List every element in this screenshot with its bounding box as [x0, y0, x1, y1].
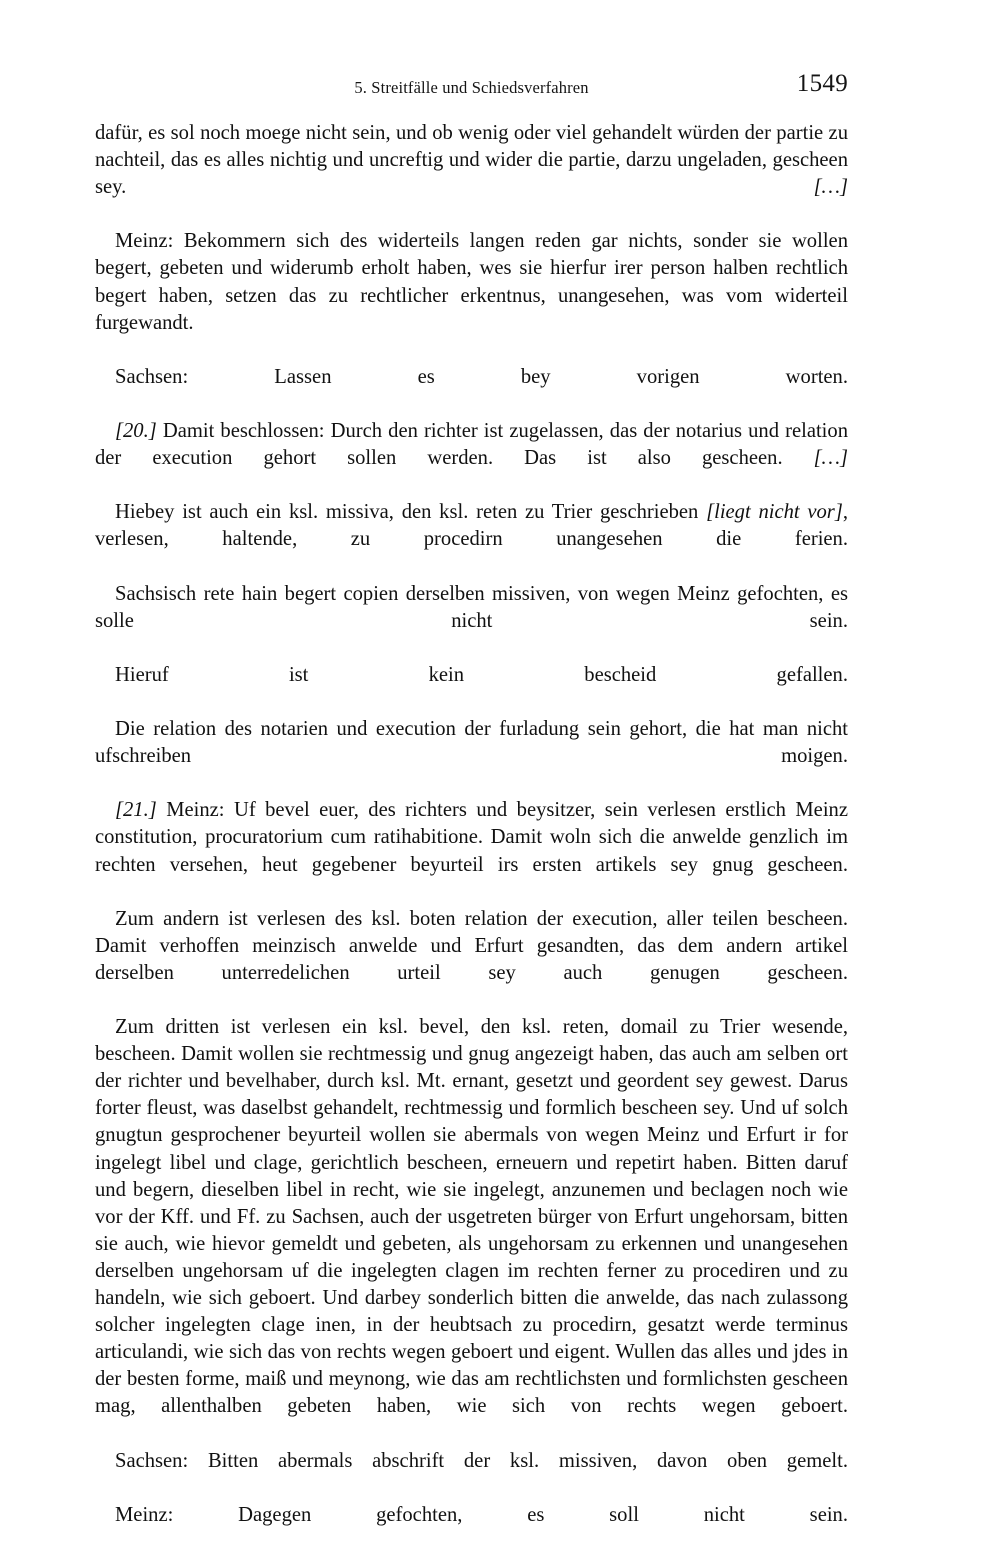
page-number: 1549: [796, 70, 848, 97]
paragraph: [95, 228, 848, 363]
paragraph: [95, 418, 848, 499]
text-run: Sachsen: Bitten abermals abschrift der ksl. missiven, davon oben gemelt.: [115, 1449, 848, 1472]
italic-text-run: […]: [813, 176, 848, 199]
paragraph: [95, 1502, 848, 1556]
paragraph: [95, 716, 848, 797]
text-run: Damit beschlossen: Durch den richter ist zugelassen, das der notarius und relation der execution gehort sollen werden. Das ist also gescheen.: [95, 420, 848, 470]
body-text-block: [95, 120, 848, 1556]
italic-text-run: [21.]: [115, 799, 157, 822]
italic-text-run: [liegt nicht vor]: [706, 501, 843, 524]
paragraph: [95, 120, 848, 228]
running-head: [95, 70, 848, 104]
paragraph: [95, 499, 848, 580]
paragraph: [95, 364, 848, 418]
italic-text-run: [20.]: [115, 420, 157, 443]
text-run: Die relation des notarien und execution der furladung sein gehort, die hat man nicht ufschreiben moigen.: [95, 718, 848, 768]
text-run: dafür, es sol noch moege nicht sein, und ob wenig oder viel gehandelt würden der partie zu nachteil, das es alles nichtig und uncreftig und wider die partie, darzu ungeladen, gescheen sey.: [95, 122, 848, 199]
paragraph: [95, 662, 848, 716]
text-run: Meinz: Bekommern sich des widerteils langen reden gar nichts, sonder sie wollen begert, gebeten und widerumb erholt haben, wes sie hierfur irer person halben rechtlich begert haben, setzen das zu rechtlicher erkentnus, unangesehen, was vom widerteil furgewandt.: [95, 230, 848, 334]
paragraph: [95, 906, 848, 1014]
paragraph: [95, 1448, 848, 1502]
text-run: Sachsen: Lassen es bey vorigen worten.: [115, 365, 848, 388]
text-run: Meinz: Uf bevel euer, des richters und beysitzer, sein verlesen erstlich Meinz constitution, procuratorium cum ratihabitione. Damit woln sich die anwelde genzlich im rechten versehen, heut gegebener beyurteil irs ersten artikels sey gnug gescheen.: [95, 799, 848, 876]
text-run: Sachsisch rete hain begert copien derselben missiven, von wegen Meinz gefochten, es solle nicht sein.: [95, 582, 848, 632]
italic-text-run: […]: [813, 447, 848, 470]
text-run: Zum andern ist verlesen des ksl. boten relation der execution, aller teilen bescheen. Damit verhoffen meinzisch anwelde und Erfurt gesandten, das dem andern artikel derselben unterredelichen urteil sey auch genugen gescheen.: [95, 907, 848, 984]
running-head-chapter-title: 5. Streitfälle und Schiedsverfahren: [354, 78, 589, 97]
paragraph: [95, 1014, 848, 1448]
text-run: Hieruf ist kein bescheid gefallen.: [115, 663, 848, 686]
text-run: , verlesen, haltende, zu procedirn unangesehen die ferien.: [95, 501, 848, 551]
text-run: Meinz: Dagegen gefochten, es soll nicht sein.: [115, 1503, 848, 1526]
text-run: Zum dritten ist verlesen ein ksl. bevel, den ksl. reten, domail zu Trier wesende, bescheen. Damit wollen sie rechtmessig und gnug angezeigt haben, das auch am selben ort der richter und bevelhaber, durch ksl. Mt. ernant, gesetzt und geordent sey gewest. Darus forter fleust, was daselbst gehandelt, rechtmessig und formlich bescheen sey. Und uf solch gnugtun gesprochener beyurteil wollen sie abermals von wegen Meinz und Erfurt ir for ingelegt libel und clage, gerichtlich bescheen, erneuern und repetirt haben. Bitten daruf und begern, dieselben libel in recht, wie sie ingelegt, anzunemen und beclagen noch wie vor der Kff. und Ff. zu Sachsen, auch der usgetreten bürger von Erfurt ungehorsam, bitten sie auch, wie hievor gemeldt und gebeten, als ungehorsam zu erkennen und unangesehen derselben ungehorsam uf die ingelegten clagen im rechten ferner zu procediren und zu handeln, wie sich geboert. Und darbey sonderlich bitten die anwelde, das nach zulassong solcher ingelegten clage inen, in der heubtsach zu procedirn, gesatzt werde terminus articulandi, wie sich das von rechts wegen geboert und eigent. Wullen das alles und jdes in der besten forme, maiß und meynong, wie das am rechtlichsten und formlichsten gescheen mag, allenthalben gebeten haben, wie sich von rechts wegen geboert.: [95, 1016, 848, 1418]
paragraph: [95, 581, 848, 662]
paragraph: [95, 797, 848, 905]
text-run: Hiebey ist auch ein ksl. missiva, den ksl. reten zu Trier geschrieben: [115, 501, 707, 524]
